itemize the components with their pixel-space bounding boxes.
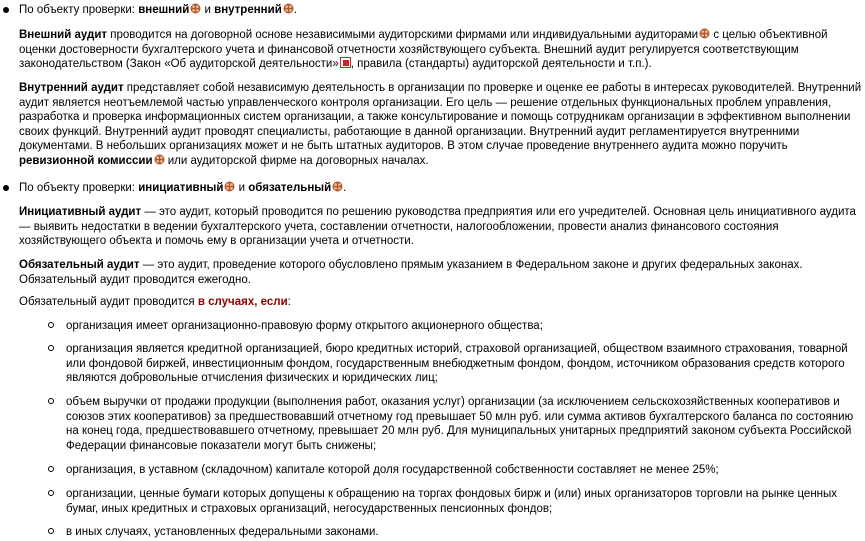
term-mandatory-audit: Обязательный аудит [19,259,140,271]
cases-link[interactable]: в случаях, если [197,296,288,308]
case-item: организация является кредитной организацией, бюро кредитных историй, страховой организацией, обществом взаимного страхования, товарной или фондовой биржей, инвестиционным фондом, государственным внебюджетным фондом, фондом, источником образования средств которого являются добровольные отчисления физических и юридических лиц; [51,342,863,386]
circle-bullet-icon [48,345,54,351]
bullet-text: По объекту проверки: инициативный и обязательный . [19,182,347,194]
circle-bullet-icon [48,466,54,472]
bullet-dot [3,7,9,13]
term-revision-commission-link[interactable]: ревизионной комиссии [19,154,153,167]
case-item: в иных случаях, установленных федеральными законами. [51,525,863,540]
case-item: организация имеет организационно-правовую форму открытого акционерного общества; [51,319,863,334]
circle-bullet-icon [48,322,54,328]
mandatory-audit-paragraph: Обязательный аудит — это аудит, проведение которого обусловлено прямым указанием в Федеральном законе и других федеральных законах. Обязательный аудит проводится ежегодно. [19,259,803,286]
hexagon-term-icon[interactable] [190,3,201,14]
circle-bullet-icon [48,528,54,534]
hexagon-term-icon[interactable] [283,3,294,14]
term-external-audit: Внешний аудит [19,29,108,41]
term-internal-audit: Внутренний аудит [19,82,124,94]
initiative-audit-paragraph: Инициативный аудит — это аудит, который проводится по решению руководства предприятия или его учредителей. Основная цель инициативного аудита — выявить недостатки в ведении бухгалтерского учета, составлении отчетности, налогообложении, провести анализ финансового состояния хозяйствующего объекта и помочь ему в организации учета и отчетности. [19,206,856,248]
circle-bullet-icon [48,490,54,496]
term-mandatory-link[interactable]: обязательный [248,182,332,194]
case-item: объем выручки от продажи продукции (выполнения работ, оказания услуг) организации (за исключением сельскохозяйственных кооперативов и союзов этих кооперативов) за предшествовавший отчетному год превышает 50 млн руб. или сумма активов бухгалтерского баланса по состоянию на конец года, предшествовавшего отчетному, превышает 20 млн руб. Для муниципальных унитарных предприятий законом субъекта Российской Федерации финансовые показатели могут быть снижены; [51,395,863,453]
bullet-dot [3,185,9,191]
document-link-icon[interactable] [340,57,351,68]
hexagon-term-icon[interactable] [154,154,165,165]
term-initiative-audit: Инициативный аудит [19,206,142,218]
term-initiative-link[interactable]: инициативный [138,182,224,194]
external-audit-paragraph: Внешний аудит проводится на договорной основе независимыми аудиторскими фирмами или индивидуальными аудиторами с целью объективной оценки достоверности бухгалтерского учета и финансовой отчетности хозяйствующего субъекта. Внешний аудит регулируется соответствующим законодательством (Закон «Об аудиторской деятельности» , правила (стандарты) аудиторской деятельности и т.п.). [19,29,828,71]
circle-bullet-icon [48,398,54,404]
internal-audit-paragraph: Внутренний аудит представляет собой независимую деятельность в организации по проверке и оценке ее работы в интересах руководителей. Внутренний аудит является неотъемлемой частью управленческого контроля организации. Его цель — решение отдельных функциональных проблем управления, разработка и проверка информационных систем организации, а также консультирование и помощь сотрудникам организации в эффективном выполнении своих функций. Внутренний аудит проводят специалисты, работающие в данной организации. Внутренний аудит регламентируется внутренними документами. В небольших организациях может и не быть штатных аудиторов. В этом случае проведение внутреннего аудита можно поручить ревизионной комиссии или аудиторской фирме на договорных началах. [19,82,862,167]
hexagon-term-icon[interactable] [332,181,343,192]
cases-intro: Обязательный аудит проводится в случаях, если: [19,296,291,308]
case-item: организации, ценные бумаги которых допущены к обращению на торгах фондовых бирж и (или) иных организаторов торговли на рынке ценных бумаг, иных кредитных и страховых организаций, негосударственных пенсионных фондов; [51,487,863,516]
term-external-link[interactable]: внешний [138,4,190,16]
hexagon-term-icon[interactable] [224,181,235,192]
bullet-text: По объекту проверки: внешний и внутренний . [19,4,297,16]
term-internal-link[interactable]: внутренний [214,4,282,16]
hexagon-term-icon[interactable] [699,28,710,39]
case-item: организация, в уставном (складочном) капитале которой доля государственной собственности составляет не менее 25%; [51,463,863,478]
